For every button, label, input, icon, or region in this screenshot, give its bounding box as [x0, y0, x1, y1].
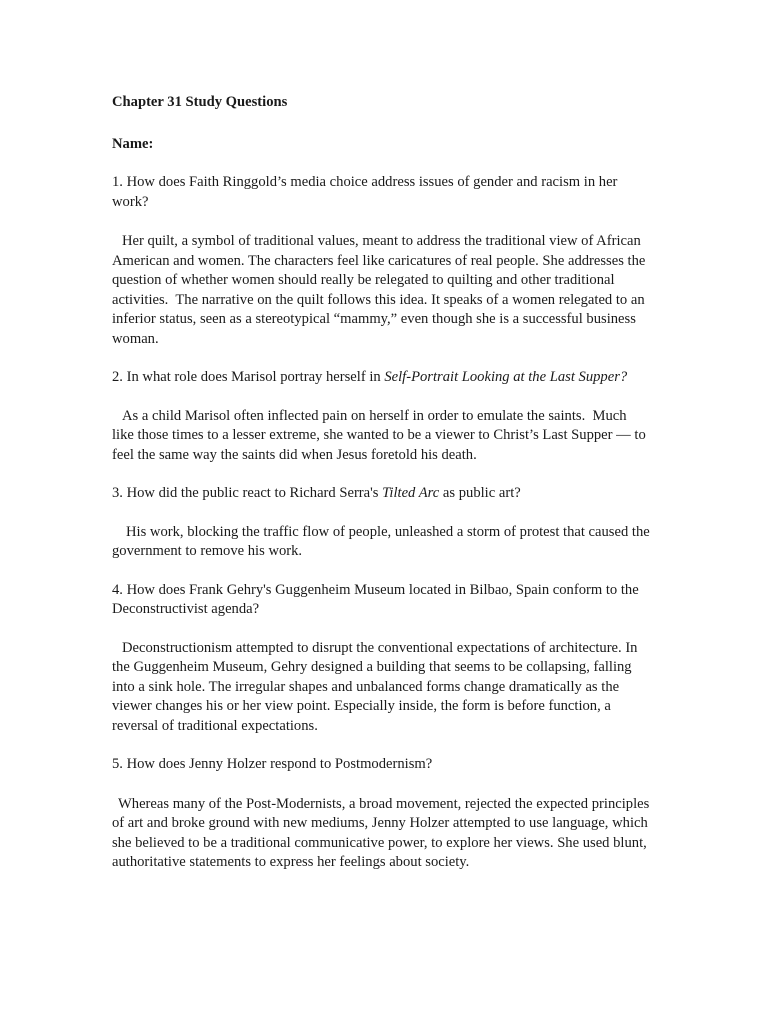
question-3-suffix: as public art? [439, 485, 521, 501]
document-title: Chapter 31 Study Questions [112, 94, 288, 110]
question-2-artwork-title: Self-Portrait Looking at the Last Supper? [384, 369, 628, 385]
answer-4: Deconstructionism attempted to disrupt the conventional expectations of architecture. In the Guggenheim Museum, Gehry designed a building that seems to be collapsing, falling into a sink hole. The irregular shapes and unbalanced forms change dramatically as the viewer changes his or her view point. Especially inside, the form is before function, a reversal of traditional expectations. [112, 639, 642, 734]
question-3-text: 3. How did the public react to Richard Serra's [112, 485, 383, 501]
answer-2: As a child Marisol often inflected pain on herself in order to emulate the saints. Much like those times to a lesser extreme, she wanted to be a viewer to Christ’s Last Supper — to feel the same way the saints did when Jesus foretold his death. [112, 407, 650, 463]
question-4: 4. How does Frank Gehry's Guggenheim Museum located in Bilbao, Spain conform to the Deconstructivist agenda? [112, 581, 639, 617]
question-3-artwork-title: Tilted Arc [382, 485, 440, 501]
question-1: 1. How does Faith Ringgold’s media choice address issues of gender and racism in her work? [112, 174, 618, 210]
question-2 [112, 368, 652, 388]
question-3 [112, 484, 652, 504]
answer-3: His work, blocking the traffic flow of people, unleashed a storm of protest that caused the government to remove his work. [112, 523, 654, 559]
answer-5: Whereas many of the Post-Modernists, a broad movement, rejected the expected principles of art and broke ground with new mediums, Jenny Holzer attempted to use language, which she believed to be a traditional communicative power, to explore her views. She used blunt, authoritative statements to express her feelings about society. [112, 795, 653, 870]
answer-1: Her quilt, a symbol of traditional values, meant to address the traditional view of African American and women. The characters feel like caricatures of real people. She addresses the question of whether women should really be relegated to quilting and other traditional activities. The narrative on the quilt follows this idea. It speaks of a women relegated to an inferior status, seen as a stereotypical “mammy,” even though she is a successful business woman. [112, 233, 650, 347]
question-5: 5. How does Jenny Holzer respond to Postmodernism? [112, 756, 433, 772]
name-label: Name: [112, 135, 154, 152]
question-2-text: 2. In what role does Marisol portray herself in [112, 369, 385, 385]
document-body [112, 93, 652, 873]
